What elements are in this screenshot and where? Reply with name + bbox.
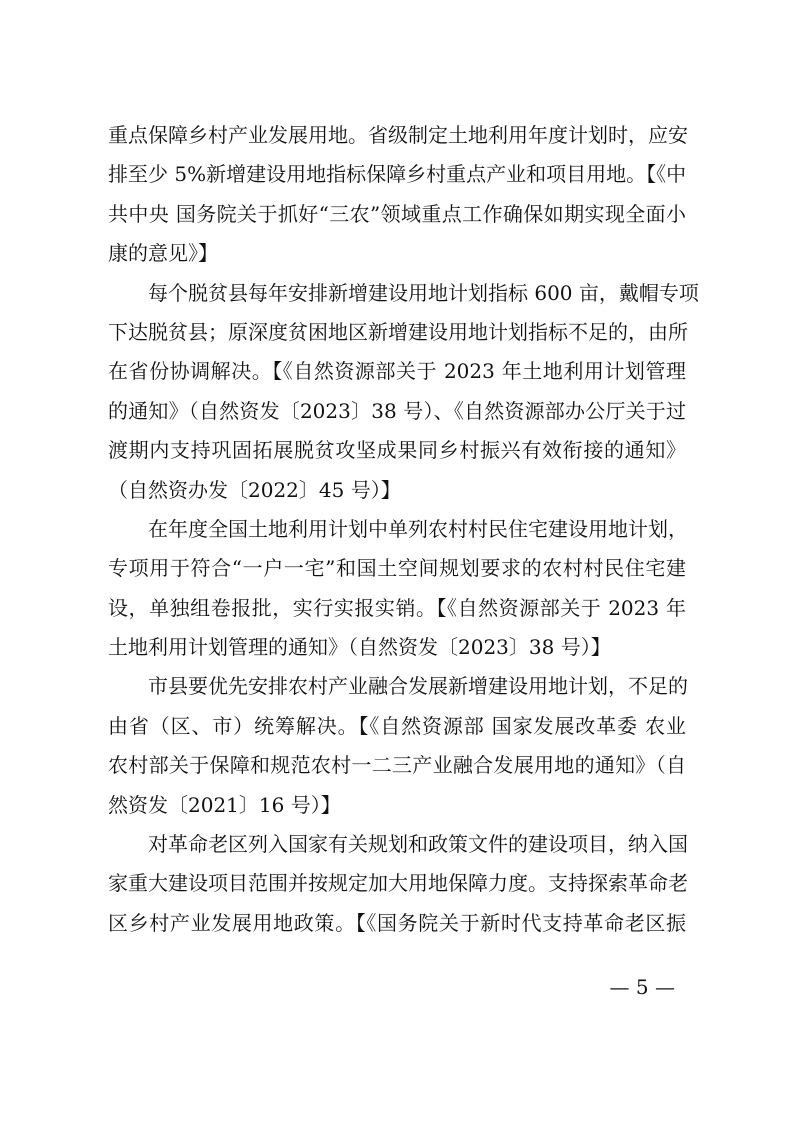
text-line: 然资发〔2021〕16 号）】: [108, 792, 341, 817]
text-line: 家重大建设项目范围并按规定加大用地保障力度。支持探索革命老: [108, 871, 688, 896]
text-line: 排至少 5%新增建设用地指标保障乡村重点产业和项目用地。【《中: [108, 162, 687, 187]
paragraph-3: [108, 510, 686, 668]
text-line: 的通知》（自然资发〔2023〕38 号）、《自然资源部办公厅关于过: [108, 398, 686, 423]
text-line: 康的意见》】: [108, 241, 218, 266]
text-line: （自然资办发〔2022〕45 号）】: [108, 477, 401, 502]
page-number: — 5 —: [609, 975, 675, 999]
body-text: [108, 116, 699, 943]
paragraph-4: [108, 667, 686, 825]
paragraph-1: [108, 116, 686, 274]
text-line: 市县要优先安排农村产业融合发展新增建设用地计划，不足的: [148, 674, 688, 699]
text-line: 下达脱贫县；原深度贫困地区新增建设用地计划指标不足的，由所: [108, 319, 688, 344]
text-line: 专项用于符合“一户一宅”和国土空间规划要求的农村村民住宅建: [108, 556, 686, 581]
text-line: 农村部关于保障和规范农村一二三产业融合发展用地的通知》（自: [108, 753, 686, 778]
paragraph-2: [108, 274, 699, 510]
text-line: 渡期内支持巩固拓展脱贫攻坚成果同乡村振兴有效衔接的通知》: [108, 438, 686, 463]
paragraph-5: [108, 825, 686, 943]
text-line: 在年度全国土地利用计划中单列农村村民住宅建设用地计划，: [148, 516, 688, 541]
text-line: 对革命老区列入国家有关规划和政策文件的建设项目，纳入国: [148, 832, 688, 857]
text-line: 土地利用计划管理的通知》（自然资发〔2023〕38 号）】: [108, 635, 611, 660]
text-line: 重点保障乡村产业发展用地。省级制定土地利用年度计划时，应安: [108, 123, 688, 147]
text-line: 由省（区、市）统筹解决。【《自然资源部 国家发展改革委 农业: [108, 713, 686, 738]
text-line: 共中央 国务院关于抓好“三农”领域重点工作确保如期实现全面小: [108, 201, 686, 226]
text-line: 每个脱贫县每年安排新增建设用地计划指标 600 亩，戴帽专项: [148, 280, 699, 305]
text-line: 区乡村产业发展用地政策。【《国务院关于新时代支持革命老区振: [108, 910, 686, 935]
text-line: 在省份协调解决。【《自然资源部关于 2023 年土地利用计划管理: [108, 359, 686, 384]
text-line: 设，单独组卷报批，实行实报实销。【《自然资源部关于 2023 年: [108, 595, 686, 620]
